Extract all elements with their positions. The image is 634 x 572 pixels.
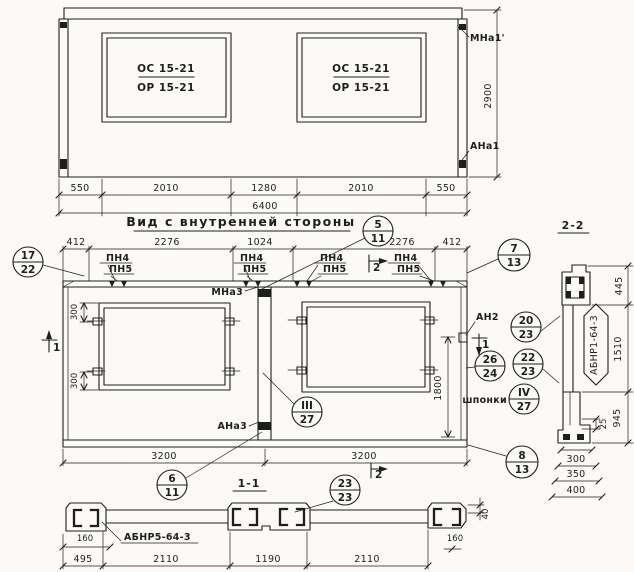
dim-40: 40 <box>481 508 491 520</box>
callouts <box>13 216 560 512</box>
dim-1800: 1800 <box>433 375 444 401</box>
callout-23-23 <box>295 475 360 512</box>
svg-text:22: 22 <box>520 352 536 364</box>
callout-20-23 <box>511 312 560 342</box>
svg-text:23: 23 <box>337 478 353 490</box>
svg-text:7: 7 <box>510 243 518 255</box>
dim-300-top: 300 <box>70 303 80 321</box>
dim-2900: 2900 <box>483 83 494 109</box>
label-mna3: МНа3 <box>211 287 243 298</box>
window2-mark-bottom: ОР 15-21 <box>332 82 390 94</box>
svg-text:2: 2 <box>373 262 381 274</box>
window-opening-right <box>302 302 430 392</box>
dim-2276-left: 2276 <box>154 237 180 248</box>
callout-shponki-4-27 <box>462 384 539 414</box>
callout-8-13 <box>468 445 538 478</box>
dim-3200-left: 3200 <box>151 451 177 462</box>
dim-550-left: 550 <box>70 183 90 194</box>
svg-text:1: 1 <box>53 342 61 354</box>
dim-300: 300 <box>566 454 586 465</box>
embed-label-1-1: АБНР5-64-3 <box>124 532 191 543</box>
svg-text:23: 23 <box>518 329 534 341</box>
interior-view <box>42 214 499 481</box>
svg-text:20: 20 <box>518 315 534 327</box>
svg-text:8: 8 <box>518 450 526 462</box>
dim-2276-right: 2276 <box>389 237 415 248</box>
dim-445: 445 <box>614 276 625 296</box>
callout-22-23 <box>513 349 559 383</box>
slab-web-left <box>106 510 228 523</box>
svg-text:11: 11 <box>164 487 180 499</box>
slab-web-right <box>310 510 428 523</box>
svg-text:1: 1 <box>482 339 490 351</box>
pn-labels <box>100 253 434 282</box>
panel-outline <box>59 19 467 177</box>
dim-412-right: 412 <box>442 237 462 248</box>
rib-block-left <box>66 503 106 531</box>
section-marker-1-left <box>42 330 60 354</box>
dim-160-right: 160 <box>446 534 464 544</box>
callout-17-22 <box>13 247 84 277</box>
svg-text:ПН5: ПН5 <box>243 264 267 275</box>
dim-400: 400 <box>566 485 586 496</box>
profile-bottom <box>558 392 590 443</box>
label-mna1: МНа1' <box>470 33 505 44</box>
window1-mark-top: ОС 15-21 <box>137 63 195 75</box>
dim-6400: 6400 <box>252 201 278 212</box>
embedded-plates <box>87 317 438 375</box>
section-1-1-title: 1-1 <box>237 477 261 490</box>
dim-412-left: 412 <box>66 237 86 248</box>
embed-an2 <box>459 333 467 342</box>
dim-1280: 1280 <box>251 183 277 194</box>
svg-text:23: 23 <box>337 492 353 504</box>
svg-text:ПН4: ПН4 <box>394 253 418 264</box>
dim-495: 495 <box>73 554 93 565</box>
dim-300-bottom: 300 <box>70 372 80 390</box>
svg-text:13: 13 <box>514 464 530 476</box>
section-1-1 <box>60 477 491 569</box>
exterior-view <box>56 7 505 216</box>
embed-label-2-2: АБНР1-64-3 <box>589 315 600 375</box>
svg-text:17: 17 <box>20 250 36 262</box>
label-shponki: шпонки <box>462 395 507 406</box>
label-ana1: АНа1 <box>470 141 500 152</box>
window-opening-left <box>99 303 230 390</box>
dim-1024: 1024 <box>247 237 273 248</box>
dim-2110-right: 2110 <box>354 554 380 565</box>
centre-joint <box>258 287 271 440</box>
svg-text:26: 26 <box>482 354 498 366</box>
panel-top-bar <box>64 8 462 19</box>
dim-25: 25 <box>599 418 609 430</box>
view-title: Вид с внутренней стороны <box>126 214 356 229</box>
callout-3-27 <box>263 373 322 427</box>
section-marker-2-top <box>369 255 388 274</box>
svg-text:11: 11 <box>370 233 386 245</box>
svg-text:5: 5 <box>374 219 382 231</box>
svg-text:III: III <box>301 400 313 412</box>
callout-7-13 <box>467 239 530 273</box>
section-marker-1-right <box>472 334 489 356</box>
dim-945: 945 <box>612 408 623 428</box>
svg-text:27: 27 <box>299 414 315 426</box>
label-ana3: АНа3 <box>217 421 247 432</box>
svg-text:ПН4: ПН4 <box>106 253 130 264</box>
dim-2010-left: 2010 <box>153 183 179 194</box>
window2-mark-top: ОС 15-21 <box>332 63 390 75</box>
dim-1190: 1190 <box>255 554 281 565</box>
svg-text:13: 13 <box>506 257 522 269</box>
section-2-2 <box>549 219 633 500</box>
dim-350: 350 <box>566 469 586 480</box>
svg-text:ПН4: ПН4 <box>320 253 344 264</box>
dim-160-left: 160 <box>76 534 94 544</box>
window1-mark-bottom: ОР 15-21 <box>137 82 195 94</box>
section-2-2-title: 2-2 <box>561 219 585 232</box>
section-marker-2-bottom <box>371 463 388 481</box>
dim-550-right: 550 <box>436 183 456 194</box>
svg-text:6: 6 <box>168 473 176 485</box>
panel-end-ribs <box>68 19 458 177</box>
profile-web <box>563 305 573 392</box>
dim-2010-right: 2010 <box>348 183 374 194</box>
svg-text:22: 22 <box>20 264 36 276</box>
svg-text:ПН4: ПН4 <box>240 253 264 264</box>
svg-text:24: 24 <box>482 368 498 380</box>
dim-3200-right: 3200 <box>351 451 377 462</box>
svg-text:IV: IV <box>517 387 531 399</box>
svg-text:2: 2 <box>375 469 383 481</box>
callout-26-24 <box>466 351 505 381</box>
svg-text:ПН5: ПН5 <box>109 264 133 275</box>
dim-1510: 1510 <box>613 336 624 362</box>
svg-text:23: 23 <box>520 366 536 378</box>
label-an2: АН2 <box>476 312 499 323</box>
dim-2110-left: 2110 <box>153 554 179 565</box>
svg-text:27: 27 <box>516 401 532 413</box>
svg-text:ПН5: ПН5 <box>323 264 347 275</box>
svg-text:ПН5: ПН5 <box>397 264 421 275</box>
weld-notches <box>109 281 446 287</box>
